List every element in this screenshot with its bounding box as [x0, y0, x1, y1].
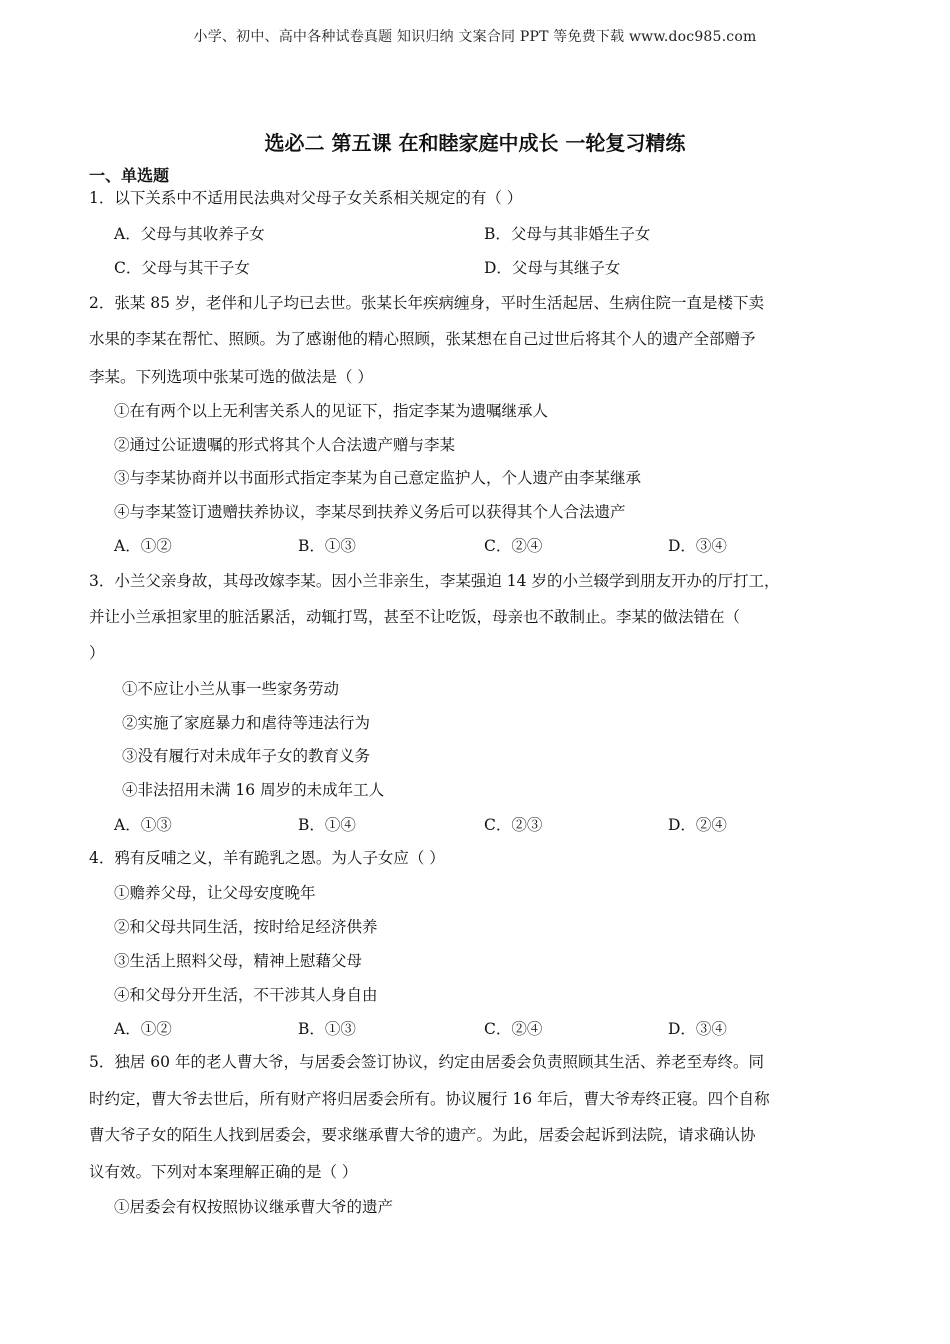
question-5-stem-line-2: 时约定，曹大爷去世后，所有财产将归居委会所有。协议履行 16 年后，曹大爷寿终正寝。四个自称 [89, 1090, 770, 1108]
question-2-stem-line-2: 水果的李某在帮忙、照顾。为了感谢他的精心照顾，张某想在自己过世后将其个人的遗产全部赠予 [89, 330, 756, 348]
question-2-stem-line-1: 2．张某 85 岁，老伴和儿子均已去世。张某长年疾病缠身，平时生活起居、生病住院一直是楼下卖 [89, 294, 764, 312]
question-5-stem-line-3: 曹大爷子女的陌生人找到居委会，要求继承曹大爷的遗产。为此，居委会起诉到法院，请求确认协 [89, 1126, 756, 1144]
question-2-option-a: A．①② [114, 537, 172, 555]
section-heading: 一、单选题 [89, 166, 170, 185]
question-3-statement-4: ④非法招用未满 16 周岁的未成年工人 [122, 781, 385, 799]
question-3-stem-line-3: ） [89, 644, 105, 662]
question-4-option-b: B．①③ [298, 1020, 356, 1038]
question-2-option-d: D．③④ [668, 537, 727, 555]
question-3-statement-1: ①不应让小兰从事一些家务劳动 [122, 680, 340, 698]
question-2-statement-3: ③与李某协商并以书面形式指定李某为自己意定监护人，个人遗产由李某继承 [114, 469, 642, 487]
question-3-option-a: A．①③ [114, 816, 172, 834]
question-5-stem-line-1: 5．独居 60 年的老人曹大爷，与居委会签订协议，约定由居委会负责照顾其生活、养老至寿终。同 [89, 1053, 764, 1071]
question-2-statement-2: ②通过公证遗嘱的形式将其个人合法遗产赠与李某 [114, 436, 456, 454]
page-header: 小学、初中、高中各种试卷真题 知识归纳 文案合同 PPT 等免费下载 www.doc985.com [193, 29, 757, 45]
question-4-statement-2: ②和父母共同生活，按时给足经济供养 [114, 918, 378, 936]
question-1-option-a: A．父母与其收养子女 [114, 225, 265, 243]
question-4-option-a: A．①② [114, 1020, 172, 1038]
question-4-stem: 4．鸦有反哺之义，羊有跪乳之恩。为人子女应（ ） [89, 849, 445, 867]
question-2-statement-4: ④与李某签订遗赠扶养协议，李某尽到扶养义务后可以获得其个人合法遗产 [114, 503, 626, 521]
question-1-stem: 1．以下关系中不适用民法典对父母子女关系相关规定的有（ ） [89, 189, 523, 207]
question-3-statement-2: ②实施了家庭暴力和虐待等违法行为 [122, 714, 371, 732]
question-5-stem-line-4: 议有效。下列对本案理解正确的是（ ） [89, 1163, 358, 1181]
question-3-stem-line-1: 3．小兰父亲身故，其母改嫁李某。因小兰非亲生，李某强迫 14 岁的小兰辍学到朋友开办的厅打工， [89, 572, 780, 590]
question-3-option-d: D．②④ [668, 816, 727, 834]
question-4-option-d: D．③④ [668, 1020, 727, 1038]
question-2-option-b: B．①③ [298, 537, 356, 555]
question-3-statement-3: ③没有履行对未成年子女的教育义务 [122, 747, 371, 765]
question-3-option-c: C．②③ [484, 816, 543, 834]
question-4-statement-4: ④和父母分开生活，不干涉其人身自由 [114, 986, 378, 1004]
question-4-statement-1: ①赡养父母，让父母安度晚年 [114, 884, 316, 902]
question-4-statement-3: ③生活上照料父母，精神上慰藉父母 [114, 952, 363, 970]
question-3-option-b: B．①④ [298, 816, 356, 834]
question-1-option-d: D．父母与其继子女 [484, 259, 621, 277]
question-1-option-c: C．父母与其干子女 [114, 259, 250, 277]
question-3-stem-line-2: 并让小兰承担家里的脏活累活，动辄打骂，甚至不让吃饭，母亲也不敢制止。李某的做法错在（ [89, 608, 741, 626]
question-2-stem-line-3: 李某。下列选项中张某可选的做法是（ ） [89, 368, 373, 386]
question-2-option-c: C．②④ [484, 537, 543, 555]
question-2-statement-1: ①在有两个以上无利害关系人的见证下，指定李某为遗嘱继承人 [114, 402, 549, 420]
question-5-statement-1: ①居委会有权按照协议继承曹大爷的遗产 [114, 1198, 394, 1216]
question-4-option-c: C．②④ [484, 1020, 543, 1038]
question-1-option-b: B．父母与其非婚生子女 [484, 225, 651, 243]
page-title: 选必二 第五课 在和睦家庭中成长 一轮复习精练 [264, 131, 686, 155]
